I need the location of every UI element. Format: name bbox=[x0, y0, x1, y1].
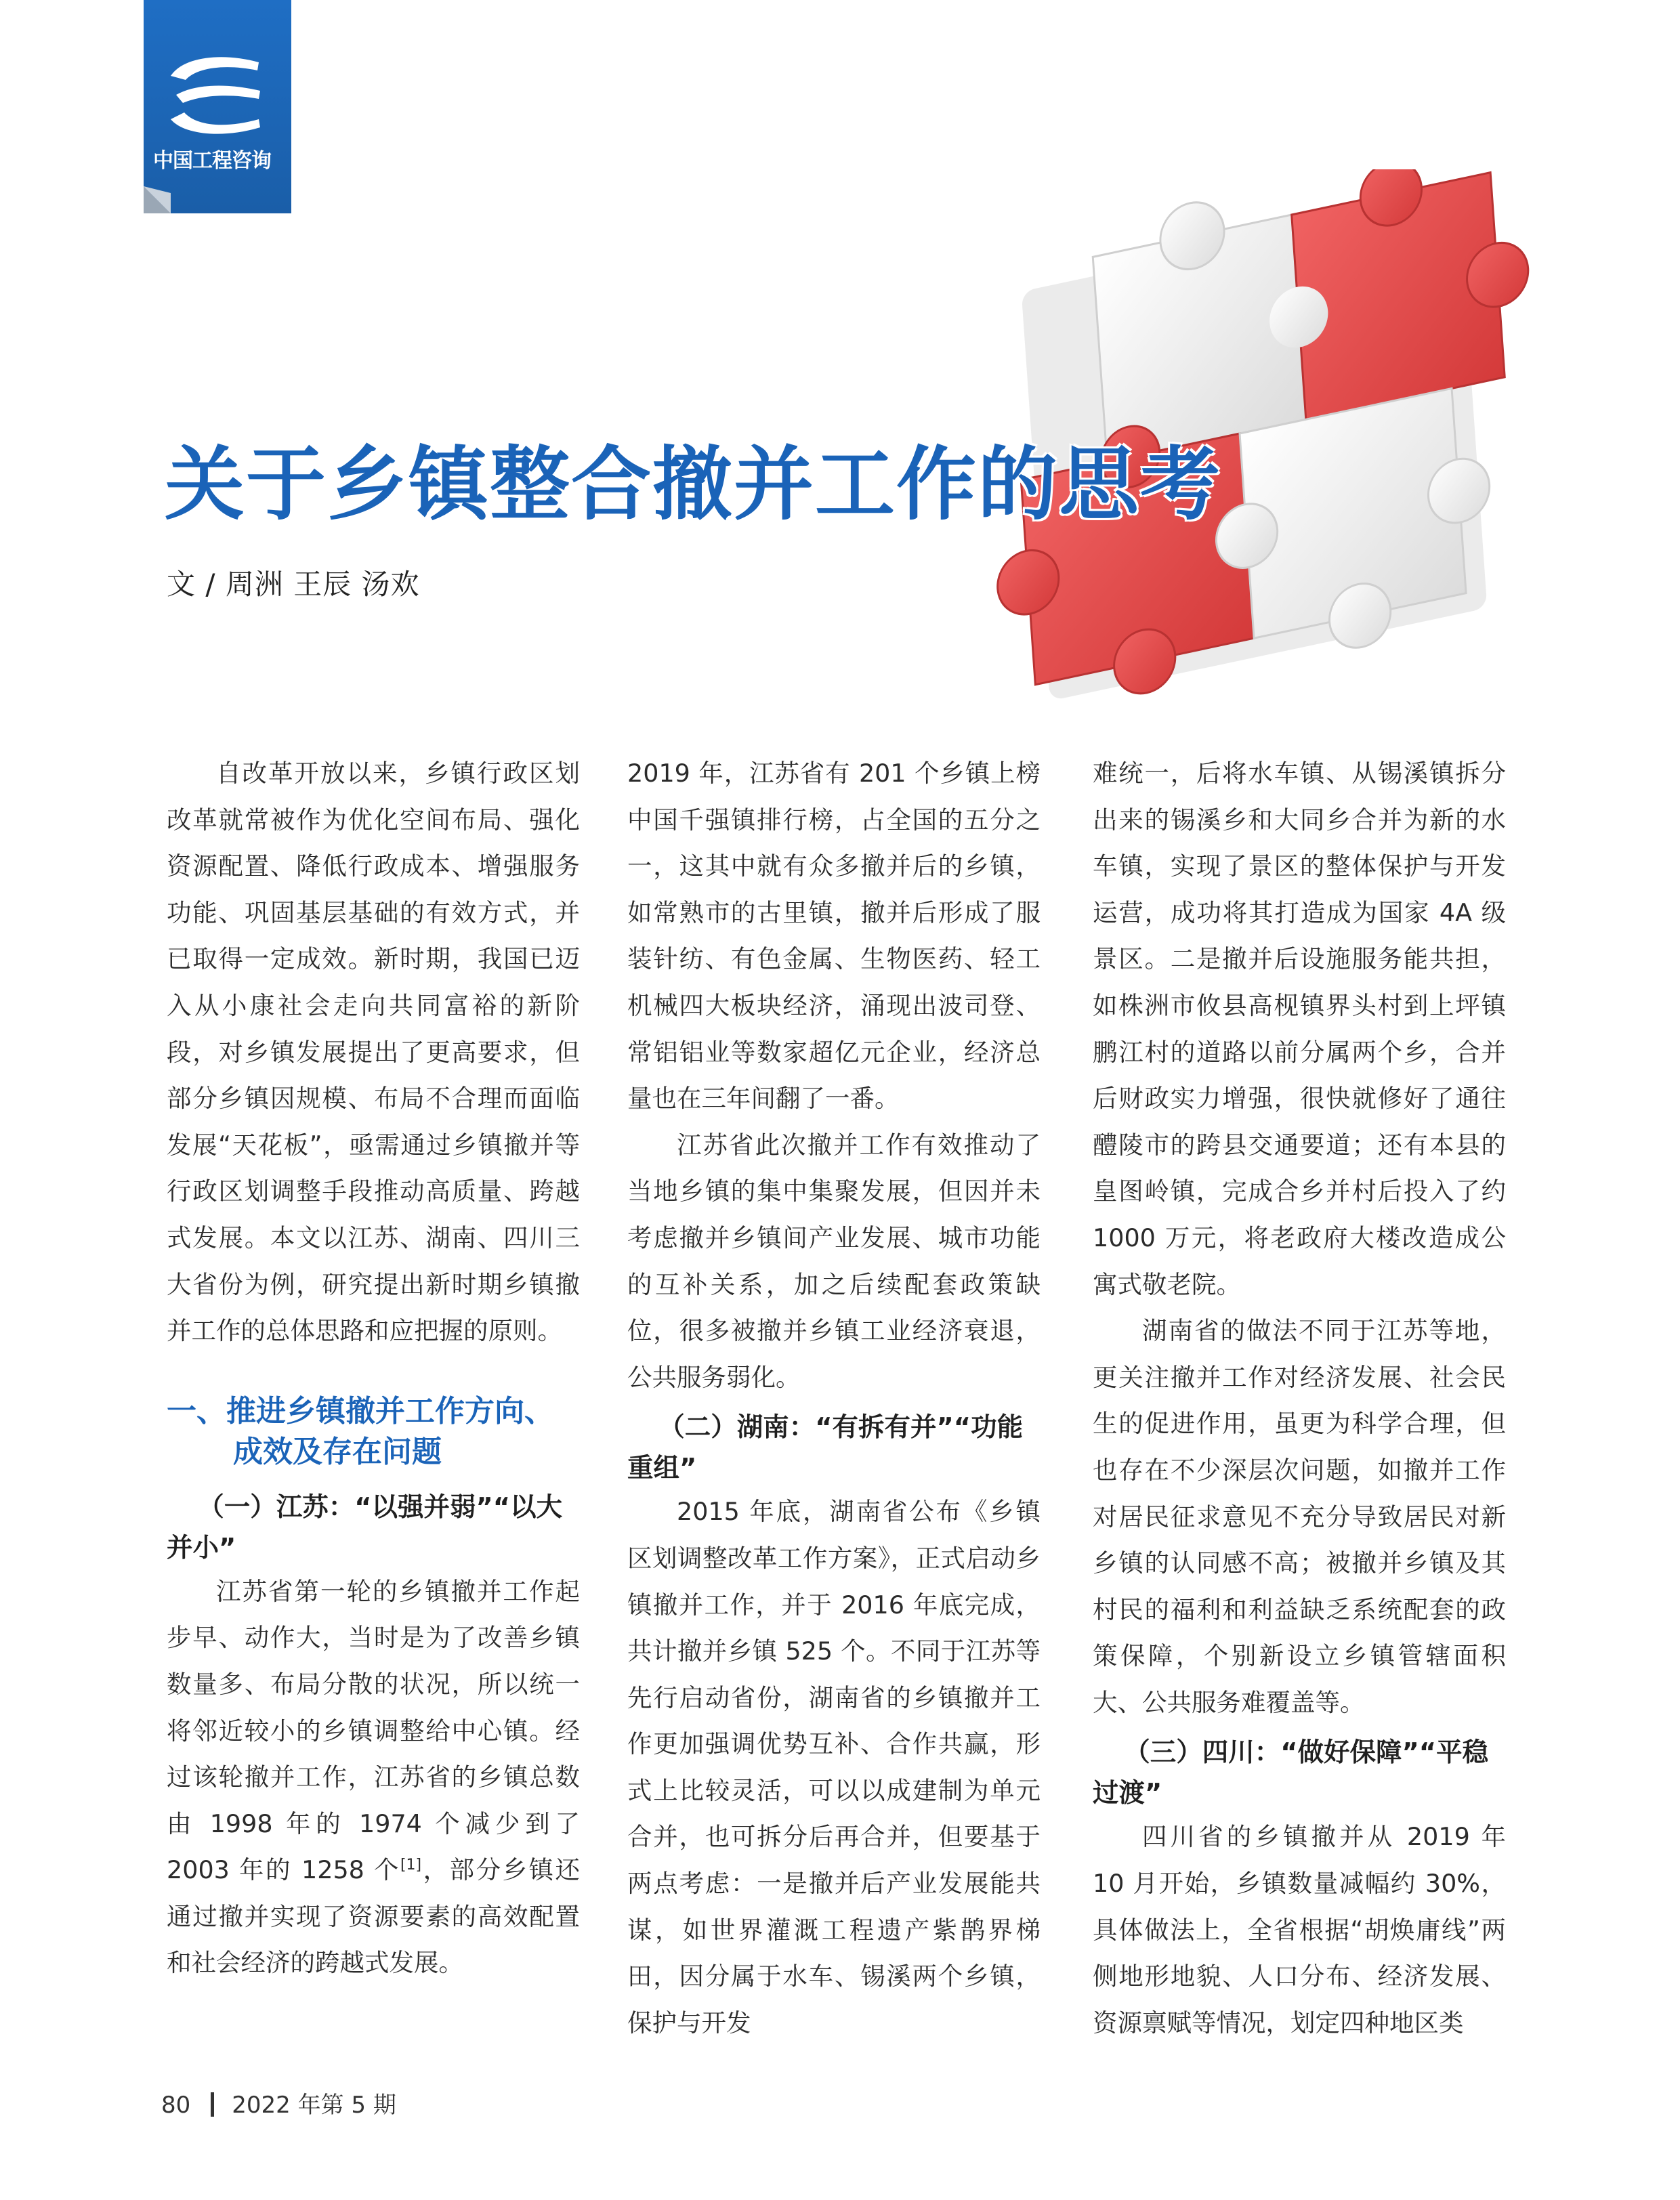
paragraph-jiangsu-first-round bbox=[167, 1569, 580, 1987]
journal-logo bbox=[144, 0, 291, 213]
paragraph-hunan-cases: 难统一，后将水车镇、从锡溪镇拆分出来的锡溪乡和大同乡合并为新的水车镇，实现了景区的整体保护与开发运营，成功将其打造成为国家 4A 级景区。二是撤并后设施服务能共担，如株洲市攸县高枧镇界头村到上坪镇鹏江村的道路以前分属两个乡，合并后财政实力增强，很快就修好了通往醴陵市的跨县交通要道；还有本县的皇图岭镇，完成合乡并村后投入了约 1000 万元，将老政府大楼改造成公寓式敬老院。 bbox=[1093, 759, 1506, 1299]
text-column-1 bbox=[167, 750, 580, 1987]
subsection-heading-sichuan: （三）四川：“做好保障”“平稳过渡” bbox=[1093, 1737, 1489, 1809]
article-title: 关于乡镇整合撤并工作的思考 bbox=[165, 438, 1222, 531]
text-column-2 bbox=[627, 750, 1041, 2046]
section-heading-line-2: 成效及存在问题 bbox=[233, 1434, 442, 1469]
paragraph-text: ，部分乡镇还通过撤并实现了资源要素的高效配置和社会经济的跨越式发展。 bbox=[167, 1855, 581, 1978]
page-number: 80 bbox=[161, 2092, 191, 2119]
subsection-heading-jiangsu: （一）江苏：“以强并弱”“以大并小” bbox=[167, 1492, 563, 1563]
section-heading-line-1: 一、推进乡镇撤并工作方向、 bbox=[167, 1393, 554, 1429]
logo-tab-shape bbox=[144, 0, 291, 213]
paragraph-sichuan: 四川省的乡镇撤并从 2019 年 10 月开始，乡镇数量减幅约 30%，具体做法上，全省根据“胡焕庸线”两侧地形地貌、人口分布、经济发展、资源禀赋等情况，划定四种地区类 bbox=[1093, 1822, 1506, 2037]
byline: 文 / 周洲 王辰 汤欢 bbox=[167, 568, 420, 601]
footer-divider bbox=[211, 2092, 214, 2117]
footnote-ref: [1] bbox=[400, 1857, 422, 1874]
paragraph-text: 江苏省第一轮的乡镇撤并工作起步早、动作大，当时是为了改善乡镇数量多、布局分散的状况，所以统一将邻近较小的乡镇调整给中心镇。经过该轮撤并工作，江苏省的乡镇总数由 1998 年的 1974 个减少到了 2003 年的 1258 个 bbox=[167, 1576, 580, 1885]
paragraph-jiangsu-effect: 江苏省此次撤并工作有效推动了当地乡镇的集中集聚发展，但因并未考虑撤并乡镇间产业发展、城市功能的互补关系，加之后续配套政策缺位，很多被撤并乡镇工业经济衰退，公共服务弱化。 bbox=[627, 1130, 1041, 1392]
page-footer bbox=[161, 2086, 396, 2119]
intro-paragraph: 自改革开放以来，乡镇行政区划改革就常被作为优化空间布局、强化资源配置、降低行政成本、增强服务功能、巩固基层基础的有效方式，并已取得一定成效。新时期，我国已迈入从小康社会走向共同富裕的新阶段，对乡镇发展提出了更高要求，但部分乡镇因规模、布局不合理而面临发展“天花板”，亟需通过乡镇撤并等行政区划调整手段推动高质量、跨越式发展。本文以江苏、湖南、四川三大省份为例，研究提出新时期乡镇撤并工作的总体思路和应把握的原则。 bbox=[167, 759, 580, 1346]
paragraph-hunan-2015: 2015 年底，湖南省公布《乡镇区划调整改革工作方案》，正式启动乡镇撤并工作，并于 2016 年底完成，共计撤并乡镇 525 个。不同于江苏等先行启动省份，湖南省的乡镇撤并工作更加强调优势互补、合作共赢，形式上比较灵活，可以以成建制为单元合并，也可拆分后再合并，但要基于两点考虑：一是撤并后产业发展能共谋，如世界灌溉工程遗产紫鹊界梯田，因分属于水车、锡溪两个乡镇，保护与开发 bbox=[627, 1497, 1041, 2037]
paragraph-hunan-problems: 湖南省的做法不同于江苏等地，更关注撤并工作对经济发展、社会民生的促进作用，虽更为科学合理，但也存在不少深层次问题，如撤并工作对居民征求意见不充分导致居民对新乡镇的认同感不高；被撤并乡镇及其村民的福利和利益缺乏系统配套的政策保障，个别新设立乡镇管辖面积大、公共服务难覆盖等。 bbox=[1093, 1316, 1506, 1717]
logo-text: 中国工程咨询 bbox=[153, 149, 271, 173]
text-column-3 bbox=[1093, 750, 1506, 2046]
issue-label: 2022 年第 5 期 bbox=[232, 2092, 396, 2119]
paragraph-jiangsu-2019: 2019 年，江苏省有 201 个乡镇上榜中国千强镇排行榜，占全国的五分之一，这其中就有众多撤并后的乡镇，如常熟市的古里镇，撤并后形成了服装针纺、有色金属、生物医药、轻工机械四大板块经济，涌现出波司登、常铝铝业等数家超亿元企业，经济总量也在三年间翻了一番。 bbox=[627, 759, 1041, 1114]
section-heading bbox=[167, 1391, 580, 1473]
subsection-heading-hunan: （二）湖南：“有拆有并”“功能重组” bbox=[627, 1412, 1024, 1484]
